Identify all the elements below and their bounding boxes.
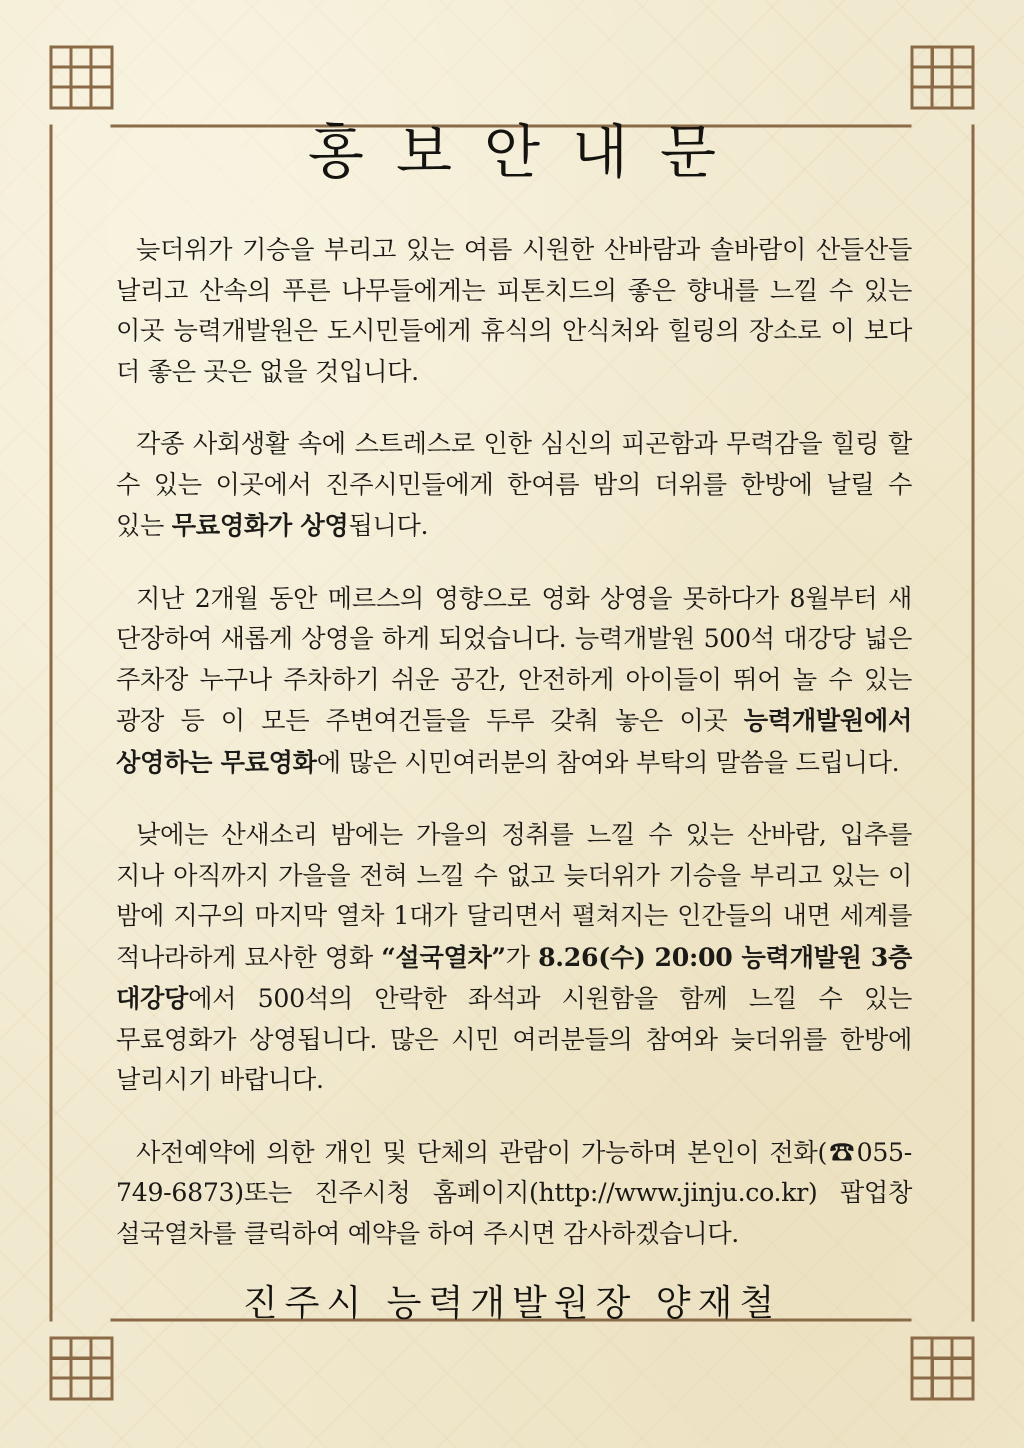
movie-title: “설국열차” xyxy=(381,941,506,972)
paragraph-free-movie-emphasis: 무료영화가 상영 xyxy=(171,510,349,540)
paragraph-facility-text-1: 지난 2개월 동안 메르스의 영향으로 영화 상영을 못하다가 8월부터 새 단장하여 새롭게 상영을 하게 되었습니다. 능력개발원 500석 대강당 넓은 주차장 누구나 주차하기 쉬운 공간, 안전하게 아이들이 뛰어 놀 수 있는 광장 등 이 모든 주변여건들을 두루 갖춰 놓은 이곳 xyxy=(116,583,912,735)
corner-ornament-top-right xyxy=(912,47,973,108)
paragraph-facility-emphasis: 능력개발원에서 상영하는 무료영화 xyxy=(116,705,912,777)
paragraph-screening xyxy=(116,815,912,1101)
paragraph-screening-text-3: 에서 500석의 안락한 좌석과 시원함을 함께 느낄 수 있는 무료영화가 상영됩니다. 많은 시민 여러분들의 참여와 늦더위를 한방에 날리시기 바랍니다. xyxy=(116,984,912,1094)
corner-ornament-top-left xyxy=(51,47,112,108)
paragraph-screening-text-1: 낮에는 산새소리 밤에는 가을의 정취를 느낄 수 있는 산바람, 입추를 지나 아직까지 가을을 전혀 느낄 수 없고 늦더위가 기승을 부리고 있는 이 밤에 지구의 마지막 열차 1대가 달리면서 펼쳐지는 인간들의 내면 세계를 적나라하게 묘사한 영화 xyxy=(116,820,912,972)
paragraph-reservation: 사전예약에 의한 개인 및 단체의 관람이 가능하며 본인이 전화(☎055-749-6873)또는 진주시청 홈페이지(http://www.jinju.co.kr) 팝업창 설국열차를 클릭하여 예약을 하여 주시면 감사하겠습니다. xyxy=(116,1137,912,1248)
paragraph-facility xyxy=(116,579,912,784)
corner-ornament-bottom-left xyxy=(51,1338,112,1399)
paragraph-free-movie xyxy=(116,424,912,547)
notice-body xyxy=(116,230,912,1286)
corner-ornament-bottom-right xyxy=(912,1338,973,1399)
signature: 진주시 능력개발원장 양재철 xyxy=(242,1283,782,1324)
paragraph-free-movie-text-2: 됩니다. xyxy=(348,511,429,540)
paragraph-facility-text-2: 에 많은 시민여러분의 참여와 부탁의 말씀을 드립니다. xyxy=(316,747,900,777)
screening-date-location: 8.26(수) 20:00 능력개발원 3층 대강당 xyxy=(116,941,912,1013)
paragraph-free-movie-text-1: 각종 사회생활 속에 스트레스로 인한 심신의 피곤함과 무력감을 힐링 할 수 있는 이곳에서 진주시민들에게 한여름 밤의 더위를 한방에 날릴 수 있는 xyxy=(116,429,912,540)
paragraph-intro: 늦더위가 기승을 부리고 있는 여름 시원한 산바람과 솔바람이 산들산들 날리고 산속의 푸른 나무들에게는 피톤치드의 좋은 향내를 느낄 수 있는 이곳 능력개발원은 도시민들에게 휴식의 안식처와 힐링의 장소로 이 보다 더 좋은 곳은 없을 것입니다. xyxy=(116,235,912,386)
page-title: 홍보안내문 xyxy=(307,118,749,186)
paragraph-screening-text-2: 가 xyxy=(505,942,539,972)
